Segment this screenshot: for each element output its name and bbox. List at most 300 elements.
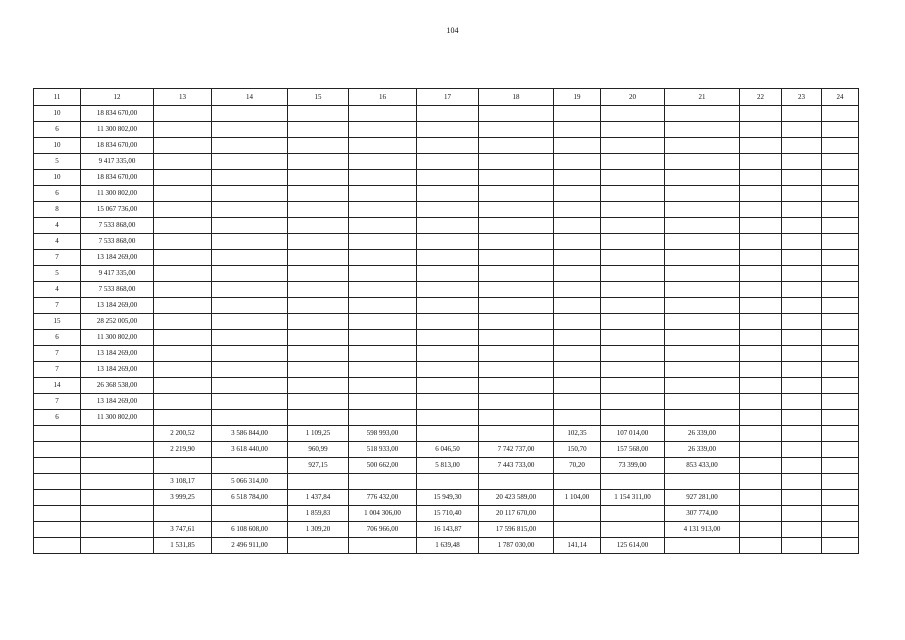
table-cell <box>822 522 859 538</box>
table-cell <box>154 170 212 186</box>
table-cell: 10 <box>34 138 81 154</box>
table-cell: 706 966,00 <box>349 522 417 538</box>
table-cell: 6 <box>34 410 81 426</box>
table-cell <box>740 426 782 442</box>
table-cell <box>154 282 212 298</box>
table-cell: 73 399,00 <box>601 458 665 474</box>
table-cell <box>601 186 665 202</box>
table-cell <box>154 378 212 394</box>
table-cell <box>782 410 822 426</box>
table-row <box>34 106 859 122</box>
table-cell: 6 <box>34 122 81 138</box>
table-row <box>34 186 859 202</box>
table-cell <box>554 522 601 538</box>
table-cell <box>288 362 349 378</box>
table-cell <box>822 474 859 490</box>
table-cell <box>740 410 782 426</box>
table-cell: 13 184 269,00 <box>81 394 154 410</box>
table-cell <box>154 266 212 282</box>
table-cell <box>782 202 822 218</box>
table-cell <box>34 426 81 442</box>
table-cell <box>288 378 349 394</box>
table-cell: 518 933,00 <box>349 442 417 458</box>
table-cell: 3 586 844,00 <box>212 426 288 442</box>
table-cell: 1 787 030,00 <box>479 538 554 554</box>
table-cell <box>154 394 212 410</box>
table-cell <box>554 394 601 410</box>
table-cell <box>782 330 822 346</box>
table-cell <box>288 122 349 138</box>
table-cell <box>740 266 782 282</box>
table-cell <box>212 298 288 314</box>
table-cell <box>554 314 601 330</box>
table-cell <box>349 106 417 122</box>
table-cell <box>740 298 782 314</box>
table-cell: 107 014,00 <box>601 426 665 442</box>
table-cell: 102,35 <box>554 426 601 442</box>
table-cell: 8 <box>34 202 81 218</box>
table-cell <box>740 442 782 458</box>
table-cell <box>349 282 417 298</box>
table-cell <box>782 314 822 330</box>
table-row <box>34 282 859 298</box>
table-cell <box>601 522 665 538</box>
table-cell <box>479 394 554 410</box>
table-cell <box>288 538 349 554</box>
column-header: 23 <box>782 89 822 106</box>
table-cell <box>417 234 479 250</box>
table-cell <box>154 186 212 202</box>
table-cell <box>212 410 288 426</box>
table-cell <box>665 218 740 234</box>
table-cell <box>288 394 349 410</box>
table-cell <box>740 346 782 362</box>
table-cell <box>479 154 554 170</box>
table-cell <box>740 362 782 378</box>
table-cell <box>288 170 349 186</box>
table-cell <box>479 122 554 138</box>
table-cell <box>417 218 479 234</box>
table-cell <box>479 266 554 282</box>
table-cell <box>554 282 601 298</box>
table-cell: 1 309,20 <box>288 522 349 538</box>
table-cell: 960,99 <box>288 442 349 458</box>
table-cell: 26 368 538,00 <box>81 378 154 394</box>
table-cell <box>601 330 665 346</box>
table-cell <box>665 186 740 202</box>
table-cell <box>288 218 349 234</box>
table-cell <box>479 426 554 442</box>
table-cell <box>154 234 212 250</box>
table-cell <box>349 138 417 154</box>
table-row <box>34 234 859 250</box>
table-cell: 5 <box>34 154 81 170</box>
table-cell: 3 618 440,00 <box>212 442 288 458</box>
table-cell <box>665 266 740 282</box>
table-cell <box>782 442 822 458</box>
table-cell <box>154 314 212 330</box>
table-cell <box>288 106 349 122</box>
table-cell <box>554 410 601 426</box>
table-cell <box>822 346 859 362</box>
table-cell: 9 417 335,00 <box>81 266 154 282</box>
table-cell <box>479 410 554 426</box>
table-cell <box>665 346 740 362</box>
table-cell <box>601 154 665 170</box>
table-cell <box>417 394 479 410</box>
table-cell <box>154 122 212 138</box>
table-cell <box>601 394 665 410</box>
table-cell <box>822 154 859 170</box>
table-cell <box>288 154 349 170</box>
table-cell <box>154 154 212 170</box>
table-cell <box>288 202 349 218</box>
table-cell <box>34 538 81 554</box>
table-cell <box>81 522 154 538</box>
table-cell <box>288 250 349 266</box>
table-cell <box>822 458 859 474</box>
table-cell <box>154 298 212 314</box>
table-cell: 11 300 802,00 <box>81 186 154 202</box>
table-cell <box>601 298 665 314</box>
table-cell <box>665 170 740 186</box>
table-cell: 141,14 <box>554 538 601 554</box>
table-cell <box>782 218 822 234</box>
table-cell <box>601 378 665 394</box>
table-cell: 18 834 670,00 <box>81 170 154 186</box>
table-row <box>34 378 859 394</box>
table-cell <box>212 202 288 218</box>
table-cell <box>822 314 859 330</box>
table-cell <box>349 362 417 378</box>
table-row <box>34 362 859 378</box>
table-cell: 125 614,00 <box>601 538 665 554</box>
table-row <box>34 522 859 538</box>
table-cell <box>601 138 665 154</box>
table-cell <box>417 474 479 490</box>
table-cell <box>554 186 601 202</box>
table-cell <box>665 234 740 250</box>
table-cell: 11 300 802,00 <box>81 122 154 138</box>
table-cell <box>782 522 822 538</box>
table-cell <box>782 506 822 522</box>
table-cell <box>479 202 554 218</box>
table-cell <box>154 346 212 362</box>
table-cell: 853 433,00 <box>665 458 740 474</box>
column-header: 14 <box>212 89 288 106</box>
table-cell <box>349 250 417 266</box>
table-cell <box>740 394 782 410</box>
table-cell <box>349 202 417 218</box>
table-cell: 20 423 589,00 <box>479 490 554 506</box>
table-cell <box>601 170 665 186</box>
table-row <box>34 394 859 410</box>
table-cell: 1 639,48 <box>417 538 479 554</box>
table-cell: 13 184 269,00 <box>81 346 154 362</box>
table-cell: 7 <box>34 250 81 266</box>
table-cell <box>554 138 601 154</box>
table-cell <box>212 330 288 346</box>
table-cell <box>81 506 154 522</box>
table-cell <box>417 106 479 122</box>
table-cell <box>822 410 859 426</box>
table-cell: 6 108 608,00 <box>212 522 288 538</box>
table-cell <box>601 362 665 378</box>
table-cell <box>479 378 554 394</box>
table-cell <box>740 314 782 330</box>
table-cell <box>417 154 479 170</box>
table-cell: 13 184 269,00 <box>81 362 154 378</box>
table-cell <box>822 250 859 266</box>
table-cell <box>822 122 859 138</box>
table-cell <box>782 298 822 314</box>
table-cell <box>81 538 154 554</box>
table-cell: 1 859,83 <box>288 506 349 522</box>
table-cell <box>740 122 782 138</box>
table-cell: 1 004 306,00 <box>349 506 417 522</box>
table-cell: 7 <box>34 346 81 362</box>
table-cell <box>81 442 154 458</box>
table-cell <box>479 346 554 362</box>
table-row <box>34 474 859 490</box>
table-cell <box>554 250 601 266</box>
table-cell: 2 496 911,00 <box>212 538 288 554</box>
table-cell <box>417 378 479 394</box>
table-cell <box>479 170 554 186</box>
table-cell <box>417 266 479 282</box>
table-cell: 598 993,00 <box>349 426 417 442</box>
column-header: 16 <box>349 89 417 106</box>
table-cell <box>554 170 601 186</box>
table-cell: 7 <box>34 394 81 410</box>
table-cell <box>349 154 417 170</box>
table-row <box>34 330 859 346</box>
table-cell <box>822 170 859 186</box>
table-cell <box>782 474 822 490</box>
table-row <box>34 218 859 234</box>
page-number: 104 <box>446 26 459 35</box>
table-cell <box>740 506 782 522</box>
table-cell <box>154 250 212 266</box>
table-cell <box>601 346 665 362</box>
table-row <box>34 442 859 458</box>
table-cell: 6 <box>34 186 81 202</box>
table-cell: 10 <box>34 170 81 186</box>
table-cell <box>154 506 212 522</box>
table-cell <box>822 298 859 314</box>
table-cell <box>822 106 859 122</box>
table-cell <box>479 298 554 314</box>
table-cell: 7 533 868,00 <box>81 282 154 298</box>
table-cell <box>554 202 601 218</box>
table-cell <box>288 186 349 202</box>
table-cell: 6 046,50 <box>417 442 479 458</box>
table-cell <box>417 330 479 346</box>
table-cell <box>782 250 822 266</box>
table-cell <box>740 106 782 122</box>
column-header: 20 <box>601 89 665 106</box>
table-row <box>34 346 859 362</box>
table-cell <box>349 170 417 186</box>
table-cell: 18 834 670,00 <box>81 106 154 122</box>
table-cell <box>554 234 601 250</box>
table-cell <box>822 378 859 394</box>
column-header: 17 <box>417 89 479 106</box>
table-cell: 9 417 335,00 <box>81 154 154 170</box>
table-cell <box>288 314 349 330</box>
table-cell <box>479 330 554 346</box>
table-cell <box>554 362 601 378</box>
table-cell <box>81 474 154 490</box>
table-cell <box>665 154 740 170</box>
table-cell: 26 339,00 <box>665 442 740 458</box>
table-cell <box>154 138 212 154</box>
table-cell <box>212 394 288 410</box>
table-cell <box>822 218 859 234</box>
table-cell: 5 066 314,00 <box>212 474 288 490</box>
table-cell <box>740 474 782 490</box>
table-cell <box>601 266 665 282</box>
table-cell <box>740 250 782 266</box>
table-cell: 6 518 784,00 <box>212 490 288 506</box>
table-cell <box>479 138 554 154</box>
table-cell: 3 747,61 <box>154 522 212 538</box>
table-cell <box>417 186 479 202</box>
table-cell <box>665 474 740 490</box>
table-cell <box>665 282 740 298</box>
table-cell <box>349 538 417 554</box>
table-cell <box>822 202 859 218</box>
table-cell <box>665 250 740 266</box>
table-cell: 15 067 736,00 <box>81 202 154 218</box>
table-cell <box>349 346 417 362</box>
table-cell <box>212 458 288 474</box>
table-cell <box>782 394 822 410</box>
table-cell: 1 437,84 <box>288 490 349 506</box>
table-cell <box>601 474 665 490</box>
table-cell <box>782 170 822 186</box>
table-cell <box>288 138 349 154</box>
table-cell <box>822 282 859 298</box>
table-cell: 4 <box>34 234 81 250</box>
table-cell <box>479 250 554 266</box>
table-cell: 1 531,85 <box>154 538 212 554</box>
table-cell <box>349 474 417 490</box>
table-cell: 5 813,00 <box>417 458 479 474</box>
table-cell <box>349 314 417 330</box>
column-header: 12 <box>81 89 154 106</box>
table-cell <box>288 234 349 250</box>
table-cell <box>288 346 349 362</box>
table-cell: 20 117 670,00 <box>479 506 554 522</box>
table-cell <box>782 458 822 474</box>
table-cell: 157 568,00 <box>601 442 665 458</box>
table-cell <box>479 474 554 490</box>
table-cell: 7 <box>34 362 81 378</box>
table-cell <box>288 474 349 490</box>
table-cell: 7 533 868,00 <box>81 234 154 250</box>
table-cell: 776 432,00 <box>349 490 417 506</box>
table-cell <box>740 330 782 346</box>
table-cell <box>782 426 822 442</box>
table-cell: 13 184 269,00 <box>81 250 154 266</box>
table-cell <box>740 458 782 474</box>
table-cell <box>154 218 212 234</box>
table-cell <box>417 298 479 314</box>
table-row <box>34 538 859 554</box>
table-cell <box>212 218 288 234</box>
column-header: 13 <box>154 89 212 106</box>
table-body <box>34 106 859 554</box>
table-cell <box>782 186 822 202</box>
table-cell: 5 <box>34 266 81 282</box>
table-cell <box>554 154 601 170</box>
table-cell <box>349 330 417 346</box>
table-cell <box>782 106 822 122</box>
table-row <box>34 202 859 218</box>
column-header: 22 <box>740 89 782 106</box>
table-cell: 16 143,87 <box>417 522 479 538</box>
table-cell <box>212 314 288 330</box>
table-cell: 7 742 737,00 <box>479 442 554 458</box>
table-cell <box>740 202 782 218</box>
table-cell <box>554 346 601 362</box>
table-cell: 4 <box>34 218 81 234</box>
table-cell <box>34 522 81 538</box>
table-cell <box>417 314 479 330</box>
table-cell <box>212 250 288 266</box>
table-cell <box>782 538 822 554</box>
table-cell: 11 300 802,00 <box>81 410 154 426</box>
table-cell <box>665 538 740 554</box>
table-cell <box>212 138 288 154</box>
table-cell <box>782 346 822 362</box>
table-cell <box>665 138 740 154</box>
table-cell: 15 <box>34 314 81 330</box>
table-cell <box>212 282 288 298</box>
table-cell: 7 <box>34 298 81 314</box>
table-cell <box>822 442 859 458</box>
table-row <box>34 490 859 506</box>
table-cell <box>479 282 554 298</box>
table-cell <box>212 362 288 378</box>
table-cell <box>601 506 665 522</box>
table-cell: 1 104,00 <box>554 490 601 506</box>
table-cell <box>212 234 288 250</box>
table-cell <box>479 362 554 378</box>
table-cell <box>212 122 288 138</box>
table-cell <box>34 490 81 506</box>
table-row <box>34 314 859 330</box>
table-row <box>34 170 859 186</box>
column-header: 21 <box>665 89 740 106</box>
table-cell <box>349 218 417 234</box>
table-cell <box>740 218 782 234</box>
table-cell: 4 131 913,00 <box>665 522 740 538</box>
table-cell: 1 154 311,00 <box>601 490 665 506</box>
table-cell <box>417 122 479 138</box>
table-cell: 500 662,00 <box>349 458 417 474</box>
table-cell <box>154 106 212 122</box>
table-cell: 3 108,17 <box>154 474 212 490</box>
table-cell: 15 710,40 <box>417 506 479 522</box>
table-cell <box>349 410 417 426</box>
table-cell <box>349 298 417 314</box>
table-cell <box>417 250 479 266</box>
table-row <box>34 506 859 522</box>
table-cell <box>154 458 212 474</box>
table-cell <box>349 394 417 410</box>
